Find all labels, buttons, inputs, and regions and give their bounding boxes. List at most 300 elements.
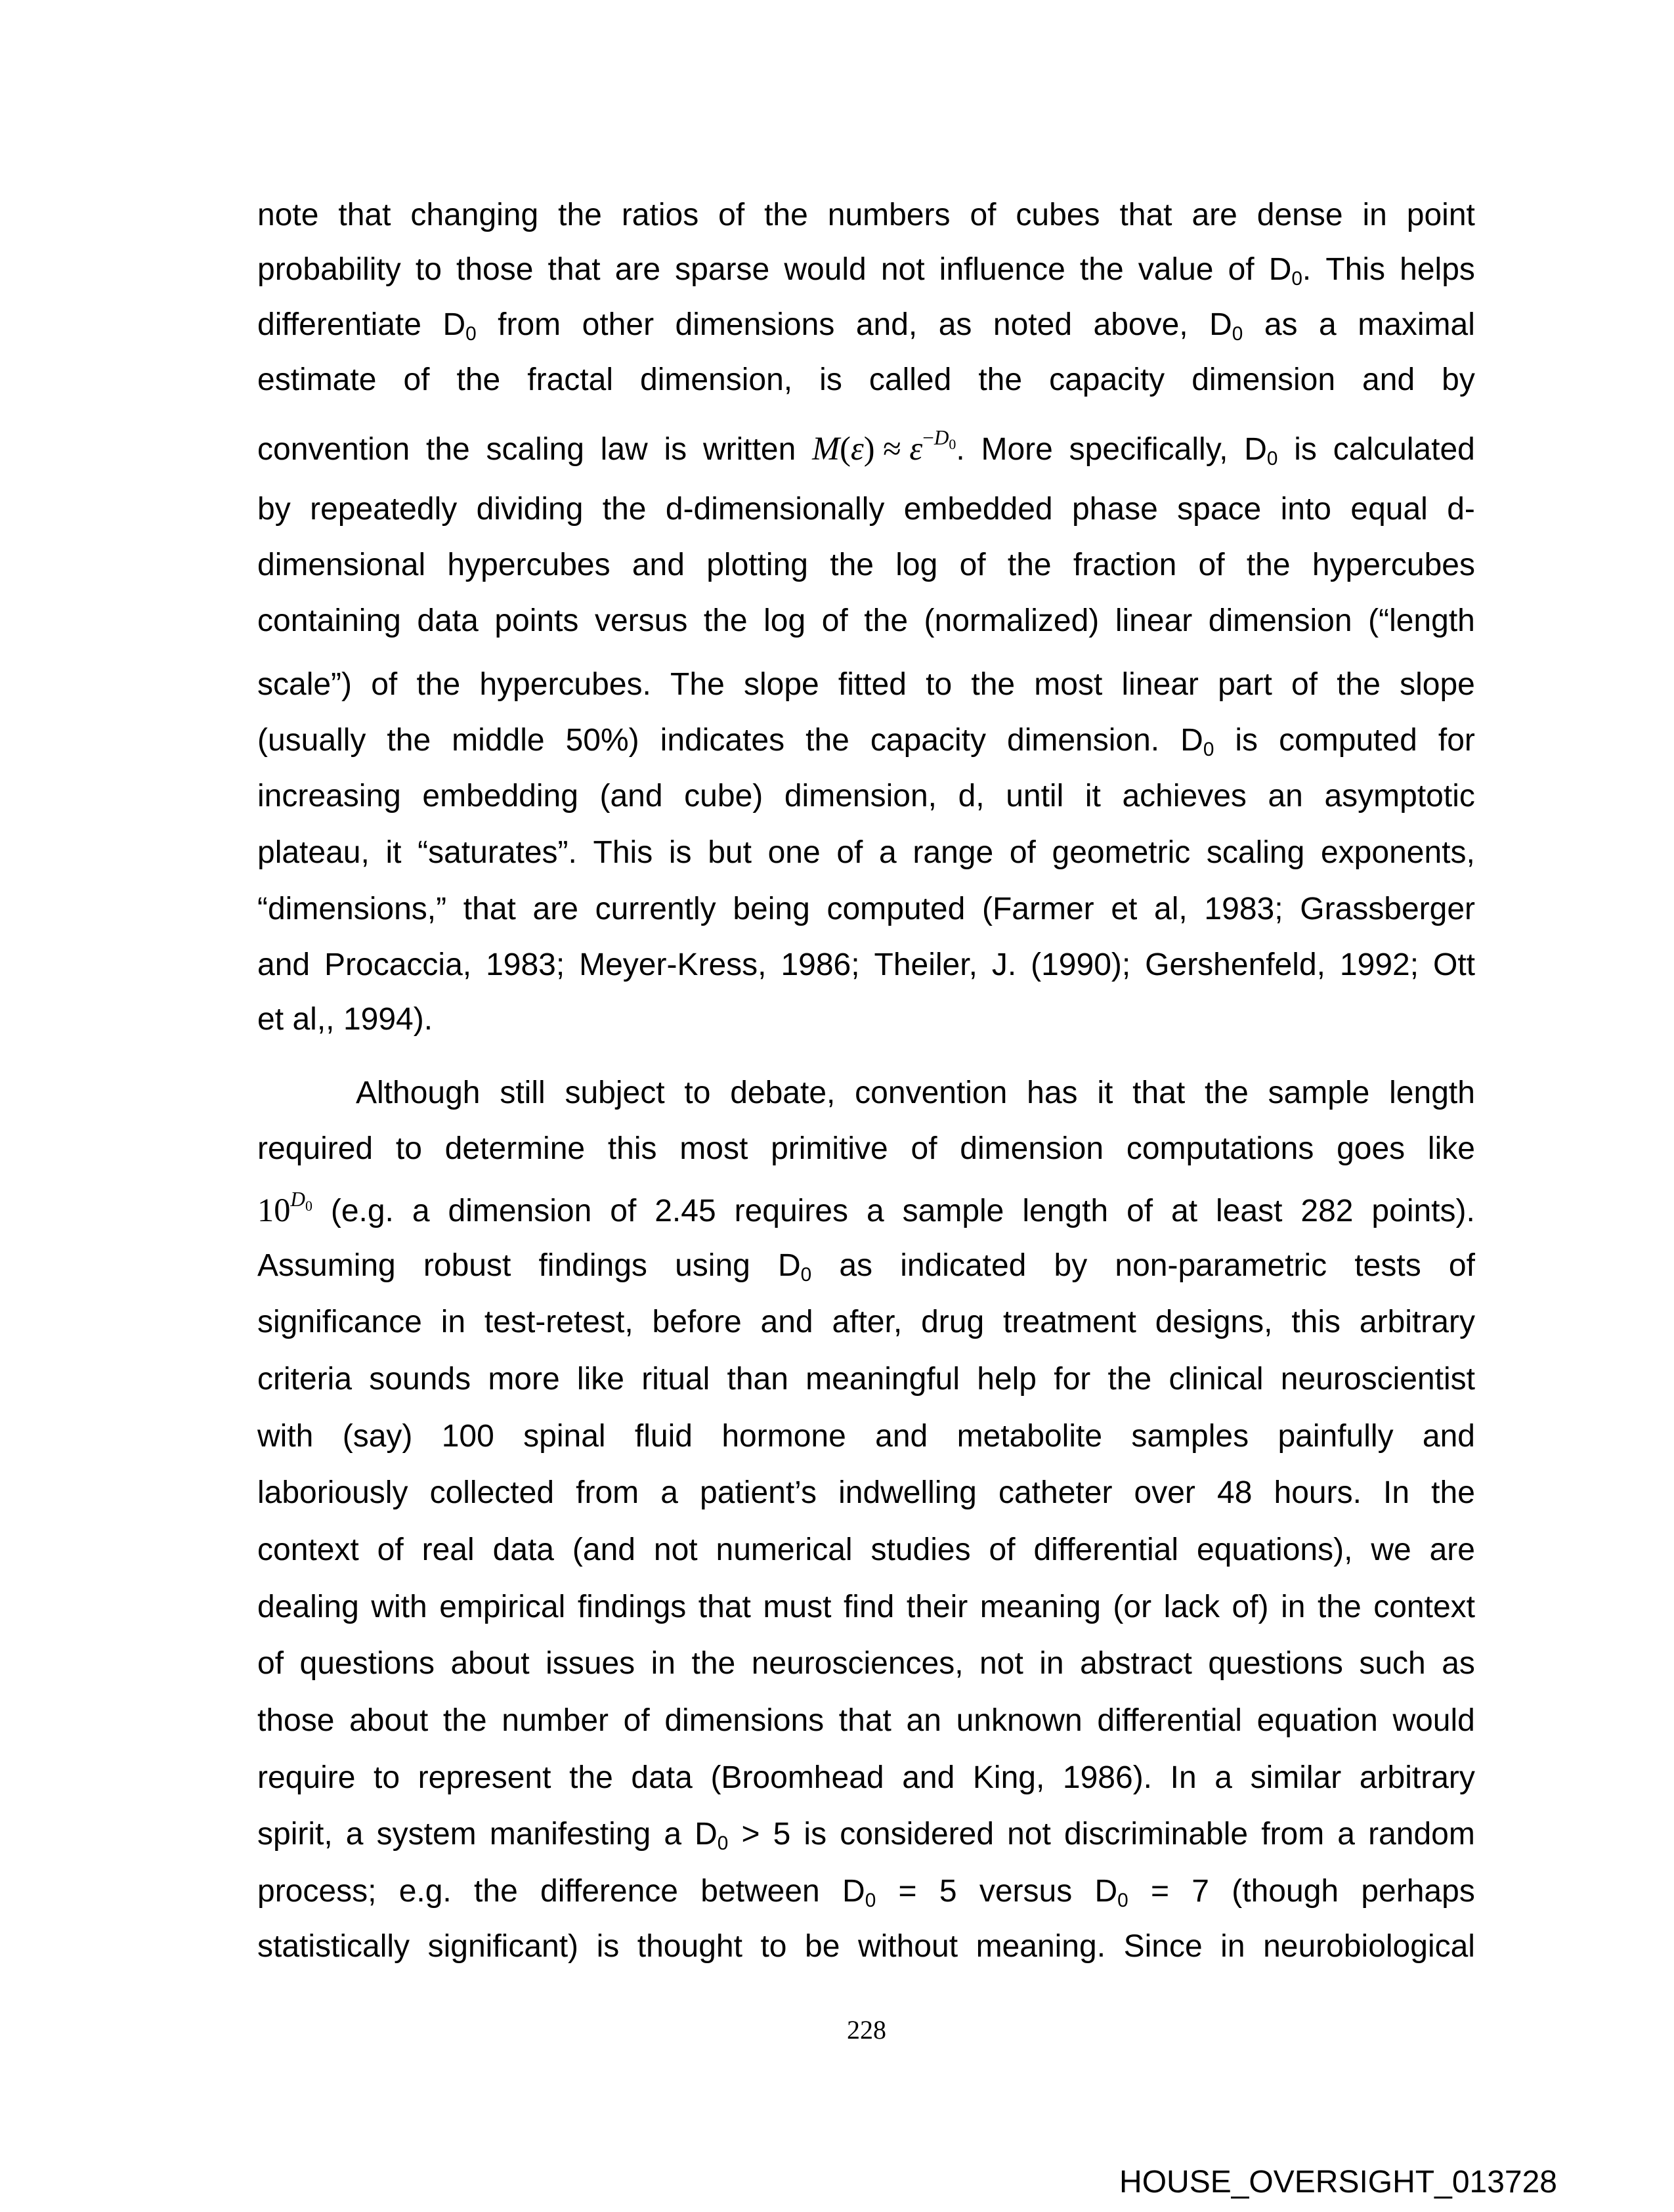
word: D0 [1094, 1874, 1128, 1912]
word: equal [1350, 492, 1428, 527]
word: designs, [1155, 1305, 1273, 1339]
word: (and [572, 1532, 635, 1567]
word: Meyer-Kress, [579, 947, 767, 982]
word: unknown [956, 1703, 1083, 1738]
word: to [684, 1075, 711, 1110]
word: of [1127, 1194, 1153, 1228]
text-line [257, 1477, 1475, 1517]
word: a [866, 1194, 884, 1228]
word: hypercubes [447, 548, 611, 582]
text-line [257, 425, 1475, 472]
word: noted [993, 307, 1073, 342]
word: require [257, 1760, 356, 1795]
word: of [836, 835, 863, 870]
word: it [1084, 779, 1101, 813]
word: convention [257, 432, 410, 467]
word: significance [257, 1305, 422, 1339]
word: slope [1400, 667, 1475, 702]
word: as [839, 1248, 873, 1283]
word: the [764, 198, 808, 232]
word: meaning. [976, 1929, 1106, 1964]
word: an [906, 1703, 941, 1738]
word: middle [452, 723, 545, 758]
word: is [664, 432, 687, 467]
word: of [623, 1703, 650, 1738]
word: of [970, 198, 997, 232]
text-line [257, 1250, 1475, 1290]
word: hours. [1274, 1475, 1362, 1510]
word: sample [1268, 1075, 1370, 1110]
word: 50%) [565, 723, 639, 758]
word: lack [1163, 1590, 1220, 1624]
word: cube) [684, 779, 763, 813]
word: spirit, [257, 1817, 333, 1852]
word: d, [958, 779, 985, 813]
word: must [763, 1590, 832, 1624]
word: length [1022, 1194, 1109, 1228]
text-line [257, 725, 1475, 764]
word: scale”) [257, 667, 353, 702]
word: the [864, 603, 909, 638]
word: statistically [257, 1929, 410, 1964]
word: are [532, 892, 578, 926]
word: slope [743, 667, 819, 702]
word: numbers [827, 198, 951, 232]
word: length [1389, 1075, 1475, 1110]
word: this [1291, 1305, 1341, 1339]
word: in [1281, 1590, 1306, 1624]
formula-exponent: −D0 [922, 425, 956, 453]
text-line [257, 837, 1475, 877]
word: of [371, 667, 398, 702]
exponent-subscript: 0 [305, 1198, 312, 1215]
word: (say) [342, 1419, 413, 1454]
word: the [387, 723, 431, 758]
word: the [1107, 1362, 1152, 1397]
word: empirical [439, 1590, 566, 1624]
text-line [257, 1705, 1475, 1745]
word: phase [1071, 492, 1158, 527]
word: about [349, 1703, 429, 1738]
word: that [338, 198, 391, 232]
word: in [1039, 1646, 1064, 1681]
word: the [456, 362, 501, 397]
word: we [1371, 1532, 1411, 1567]
word: Gershenfeld, [1145, 947, 1325, 982]
word: In [1383, 1475, 1410, 1510]
word: = [898, 1874, 917, 1909]
subscript: 0 [717, 1832, 729, 1855]
word: the [805, 723, 849, 758]
word: a [345, 1817, 364, 1852]
word: from [576, 1475, 639, 1510]
exponent-sign: − [922, 425, 934, 449]
word: arbitrary [1359, 1760, 1475, 1795]
word: abstract [1080, 1646, 1192, 1681]
word: written [702, 432, 796, 467]
word: it [385, 835, 402, 870]
word: of [610, 1194, 637, 1228]
word: data [492, 1532, 554, 1567]
text-line [257, 781, 1475, 820]
word: fraction [1073, 548, 1177, 582]
word: in [1362, 198, 1387, 232]
word: ritual [641, 1362, 710, 1397]
word: meaningful [805, 1362, 960, 1397]
word: considered [840, 1817, 995, 1852]
word: until [1006, 779, 1064, 813]
word: 48 [1217, 1475, 1253, 1510]
word: and [1422, 1419, 1475, 1454]
word: equations), [1196, 1532, 1353, 1567]
word: significant) [427, 1929, 579, 1964]
word: of [959, 548, 986, 582]
word: differential [1033, 1532, 1179, 1567]
word: D0 [1180, 723, 1214, 761]
word: sample [902, 1194, 1004, 1228]
word: be [805, 1929, 840, 1964]
word: this [607, 1131, 657, 1166]
word: the [425, 432, 470, 467]
word: such [1359, 1646, 1426, 1681]
text-line [257, 1876, 1475, 1915]
word: equation [1256, 1703, 1378, 1738]
bates-stamp: HOUSE_OVERSIGHT_013728 [1119, 2165, 1557, 2200]
word: dimension. [1007, 723, 1160, 758]
word: of [1228, 252, 1255, 287]
word: fitted [838, 667, 907, 702]
word: after, [832, 1305, 903, 1339]
word: containing [257, 603, 401, 638]
word: computed [1279, 723, 1417, 758]
text-line [257, 1307, 1475, 1346]
word: is [1294, 432, 1317, 467]
word: in [440, 1305, 466, 1339]
word: are [614, 252, 661, 287]
word: to [415, 252, 442, 287]
word: 5 [939, 1874, 957, 1909]
word: exponents, [1320, 835, 1475, 870]
word: point [1406, 198, 1475, 232]
word: 1992; [1339, 947, 1419, 982]
word: 1994). [343, 1002, 433, 1037]
word: al, [1154, 892, 1188, 926]
word: like [1427, 1131, 1475, 1166]
word: Assuming [257, 1248, 396, 1283]
word: and [632, 548, 685, 582]
word: the [691, 1646, 736, 1681]
subscript: 0 [1203, 739, 1214, 761]
word: primitive [771, 1131, 888, 1166]
subscript: 0 [865, 1890, 876, 1912]
word: manifesting [489, 1817, 651, 1852]
word: computed [826, 892, 966, 926]
word: the [558, 198, 602, 232]
word: D0 [695, 1817, 729, 1855]
word: find [843, 1590, 895, 1624]
word: collected [429, 1475, 555, 1510]
word: without [857, 1929, 958, 1964]
word: of [1009, 835, 1036, 870]
word: number [502, 1703, 609, 1738]
word: the [1205, 1075, 1249, 1110]
word: by [1442, 362, 1475, 397]
text-line [257, 364, 1475, 404]
word: drug [921, 1305, 985, 1339]
word: to [926, 667, 953, 702]
word: requires [734, 1194, 849, 1228]
word: a [412, 1194, 430, 1228]
word: data [631, 1760, 693, 1795]
word: changing [410, 198, 539, 232]
word: about [450, 1646, 530, 1681]
word: that [698, 1590, 751, 1624]
word: arbitrary [1359, 1305, 1475, 1339]
word: the [569, 1760, 613, 1795]
word: that [1132, 1075, 1186, 1110]
word: as [1442, 1646, 1475, 1681]
word: are [1429, 1532, 1475, 1567]
word: al,, [292, 1002, 335, 1037]
word: a [879, 835, 897, 870]
word: determine [444, 1131, 586, 1166]
sample-length-formula [257, 1187, 312, 1228]
word: probability [257, 252, 401, 287]
word: asymptotic [1324, 779, 1475, 813]
word: linear [1121, 667, 1199, 702]
word: ratios [621, 198, 699, 232]
text-line [257, 1592, 1475, 1631]
word: of [1291, 667, 1318, 702]
word: neuroscientist [1280, 1362, 1475, 1397]
subscript: 0 [1232, 323, 1243, 345]
text-line [257, 1534, 1475, 1574]
word: context [1373, 1590, 1475, 1624]
page-number: 228 [847, 2015, 886, 2045]
word: points). [1371, 1194, 1475, 1228]
word: indwelling [838, 1475, 977, 1510]
word: 1986). [1062, 1760, 1153, 1795]
word: patient’s [700, 1475, 817, 1510]
word: specifically, [1069, 432, 1228, 467]
word: represent [418, 1760, 551, 1795]
word: by [1054, 1248, 1088, 1283]
word: that [1119, 198, 1172, 232]
text-line [356, 1077, 1475, 1117]
text-line [257, 1931, 1475, 1970]
word: embedded [903, 492, 1053, 527]
word: than [727, 1362, 788, 1397]
word: in [651, 1646, 676, 1681]
word: scaling [1206, 835, 1305, 870]
word: to [374, 1760, 400, 1795]
word: et [1111, 892, 1138, 926]
word: log [763, 603, 806, 638]
word: laboriously [257, 1475, 408, 1510]
word: is [1235, 723, 1258, 758]
word: dimension, [784, 779, 937, 813]
word: to [395, 1131, 422, 1166]
word: scaling [486, 432, 584, 467]
word: meaning [979, 1590, 1101, 1624]
word: indicates [660, 723, 785, 758]
word: similar [1250, 1760, 1342, 1795]
word: Since [1123, 1929, 1203, 1964]
word: those [257, 1703, 335, 1738]
word: dense [1256, 198, 1343, 232]
word: clinical [1169, 1362, 1264, 1397]
word: “saturates”. [418, 835, 577, 870]
word: a [660, 1475, 678, 1510]
formula-exponent: D0 [290, 1187, 312, 1215]
text-line [257, 1187, 1475, 1234]
word: helps [1400, 252, 1475, 287]
word: D0 [842, 1874, 876, 1912]
word: capacity [1049, 362, 1165, 397]
text-line [257, 1364, 1475, 1403]
word: part [1218, 667, 1272, 702]
word: that [838, 1703, 891, 1738]
word: of [821, 603, 848, 638]
word: the [1431, 1475, 1475, 1510]
word: In [1170, 1760, 1197, 1795]
word: D0. [1268, 252, 1312, 290]
word: of [403, 362, 430, 397]
word: catheter [998, 1475, 1113, 1510]
word: The [670, 667, 725, 702]
word: treatment [1003, 1305, 1136, 1339]
word: “dimensions,” [257, 892, 447, 926]
word: d- [1447, 492, 1475, 527]
word: Grassberger [1300, 892, 1475, 926]
word: thought [637, 1929, 742, 1964]
word: data [417, 603, 479, 638]
word: and [257, 947, 311, 982]
word: test-retest, [484, 1305, 633, 1339]
word: and [760, 1305, 813, 1339]
word: This [1325, 252, 1386, 287]
word: More [981, 432, 1053, 467]
word: 2.45 [655, 1194, 716, 1228]
word: a [1319, 307, 1337, 342]
exponent-subscript: 0 [949, 437, 956, 453]
word: log [895, 548, 938, 582]
word: robust [423, 1248, 511, 1283]
word: a [664, 1817, 682, 1852]
word: the [474, 1874, 518, 1909]
word: sparse [675, 252, 770, 287]
word: using [675, 1248, 750, 1283]
word: dividing [476, 492, 584, 527]
word: and, [855, 307, 918, 342]
approx-symbol: ≈ [874, 430, 910, 467]
word: dealing [257, 1590, 359, 1624]
word: is [819, 362, 842, 397]
word: D0 [442, 307, 477, 345]
word: fluid [634, 1419, 693, 1454]
word: has [1027, 1075, 1078, 1110]
word: non-parametric [1115, 1248, 1327, 1283]
word: hypercubes [1312, 548, 1475, 582]
word: an [1268, 779, 1303, 813]
word: not [1007, 1817, 1051, 1852]
word: of [911, 1131, 937, 1166]
word: would [1392, 1703, 1475, 1738]
word: indicated [900, 1248, 1027, 1283]
word: King, [972, 1760, 1045, 1795]
word: 5 [773, 1817, 791, 1852]
word: goes [1337, 1131, 1406, 1166]
word: before [652, 1305, 742, 1339]
word: system [376, 1817, 477, 1852]
word: but [708, 835, 752, 870]
word: in [1220, 1929, 1245, 1964]
word: findings [577, 1590, 687, 1624]
word: the [602, 492, 647, 527]
word: (though [1232, 1874, 1339, 1909]
word: et [257, 1002, 284, 1037]
word: of [377, 1532, 404, 1567]
text-line [257, 669, 1475, 708]
word: debate, [730, 1075, 836, 1110]
text-line [257, 200, 1475, 239]
scaling-law-formula: $M(\varepsilon) \approx \varepsilon^{-D_0}$ [812, 425, 956, 467]
subscript: 0 [1266, 448, 1278, 470]
word: value [1138, 252, 1214, 287]
word: hormone [721, 1419, 846, 1454]
text-line [257, 1421, 1475, 1460]
word: Theiler, [874, 947, 977, 982]
word: not [653, 1532, 698, 1567]
text-line [257, 254, 1475, 293]
word: dimensions [664, 1703, 825, 1738]
word: d-dimensionally [665, 492, 885, 527]
word: studies [870, 1532, 971, 1567]
word: least [1216, 1194, 1283, 1228]
word: from [1261, 1817, 1325, 1852]
word: (1990); [1031, 947, 1131, 982]
text-line [257, 1648, 1475, 1687]
word: embedding [422, 779, 578, 813]
word: for [1054, 1362, 1091, 1397]
word: into [1280, 492, 1331, 527]
text-line [257, 894, 1475, 933]
word: geometric [1052, 835, 1191, 870]
word: dimension [448, 1194, 592, 1228]
word: and [1362, 362, 1415, 397]
word: spinal [523, 1419, 606, 1454]
subscript: 0 [465, 323, 477, 345]
word: (normalized) [924, 603, 1100, 638]
word: dimension [960, 1131, 1104, 1166]
word: samples [1131, 1419, 1249, 1454]
text-line [257, 1004, 1475, 1043]
word: (“length [1368, 603, 1475, 638]
word: as [1264, 307, 1298, 342]
word: e.g. [398, 1874, 452, 1909]
word: of [989, 1532, 1016, 1567]
word: painfully [1277, 1419, 1394, 1454]
word: convention [855, 1075, 1008, 1110]
word: $M(\varepsilon) \approx \varepsilon^{-D_0}$. [812, 425, 965, 467]
word: the [971, 667, 1016, 702]
word: the [1337, 667, 1381, 702]
word: space [1177, 492, 1262, 527]
word: repeatedly [310, 492, 458, 527]
word: being [733, 892, 810, 926]
word: tests [1354, 1248, 1421, 1283]
word: (Broomhead [710, 1760, 884, 1795]
